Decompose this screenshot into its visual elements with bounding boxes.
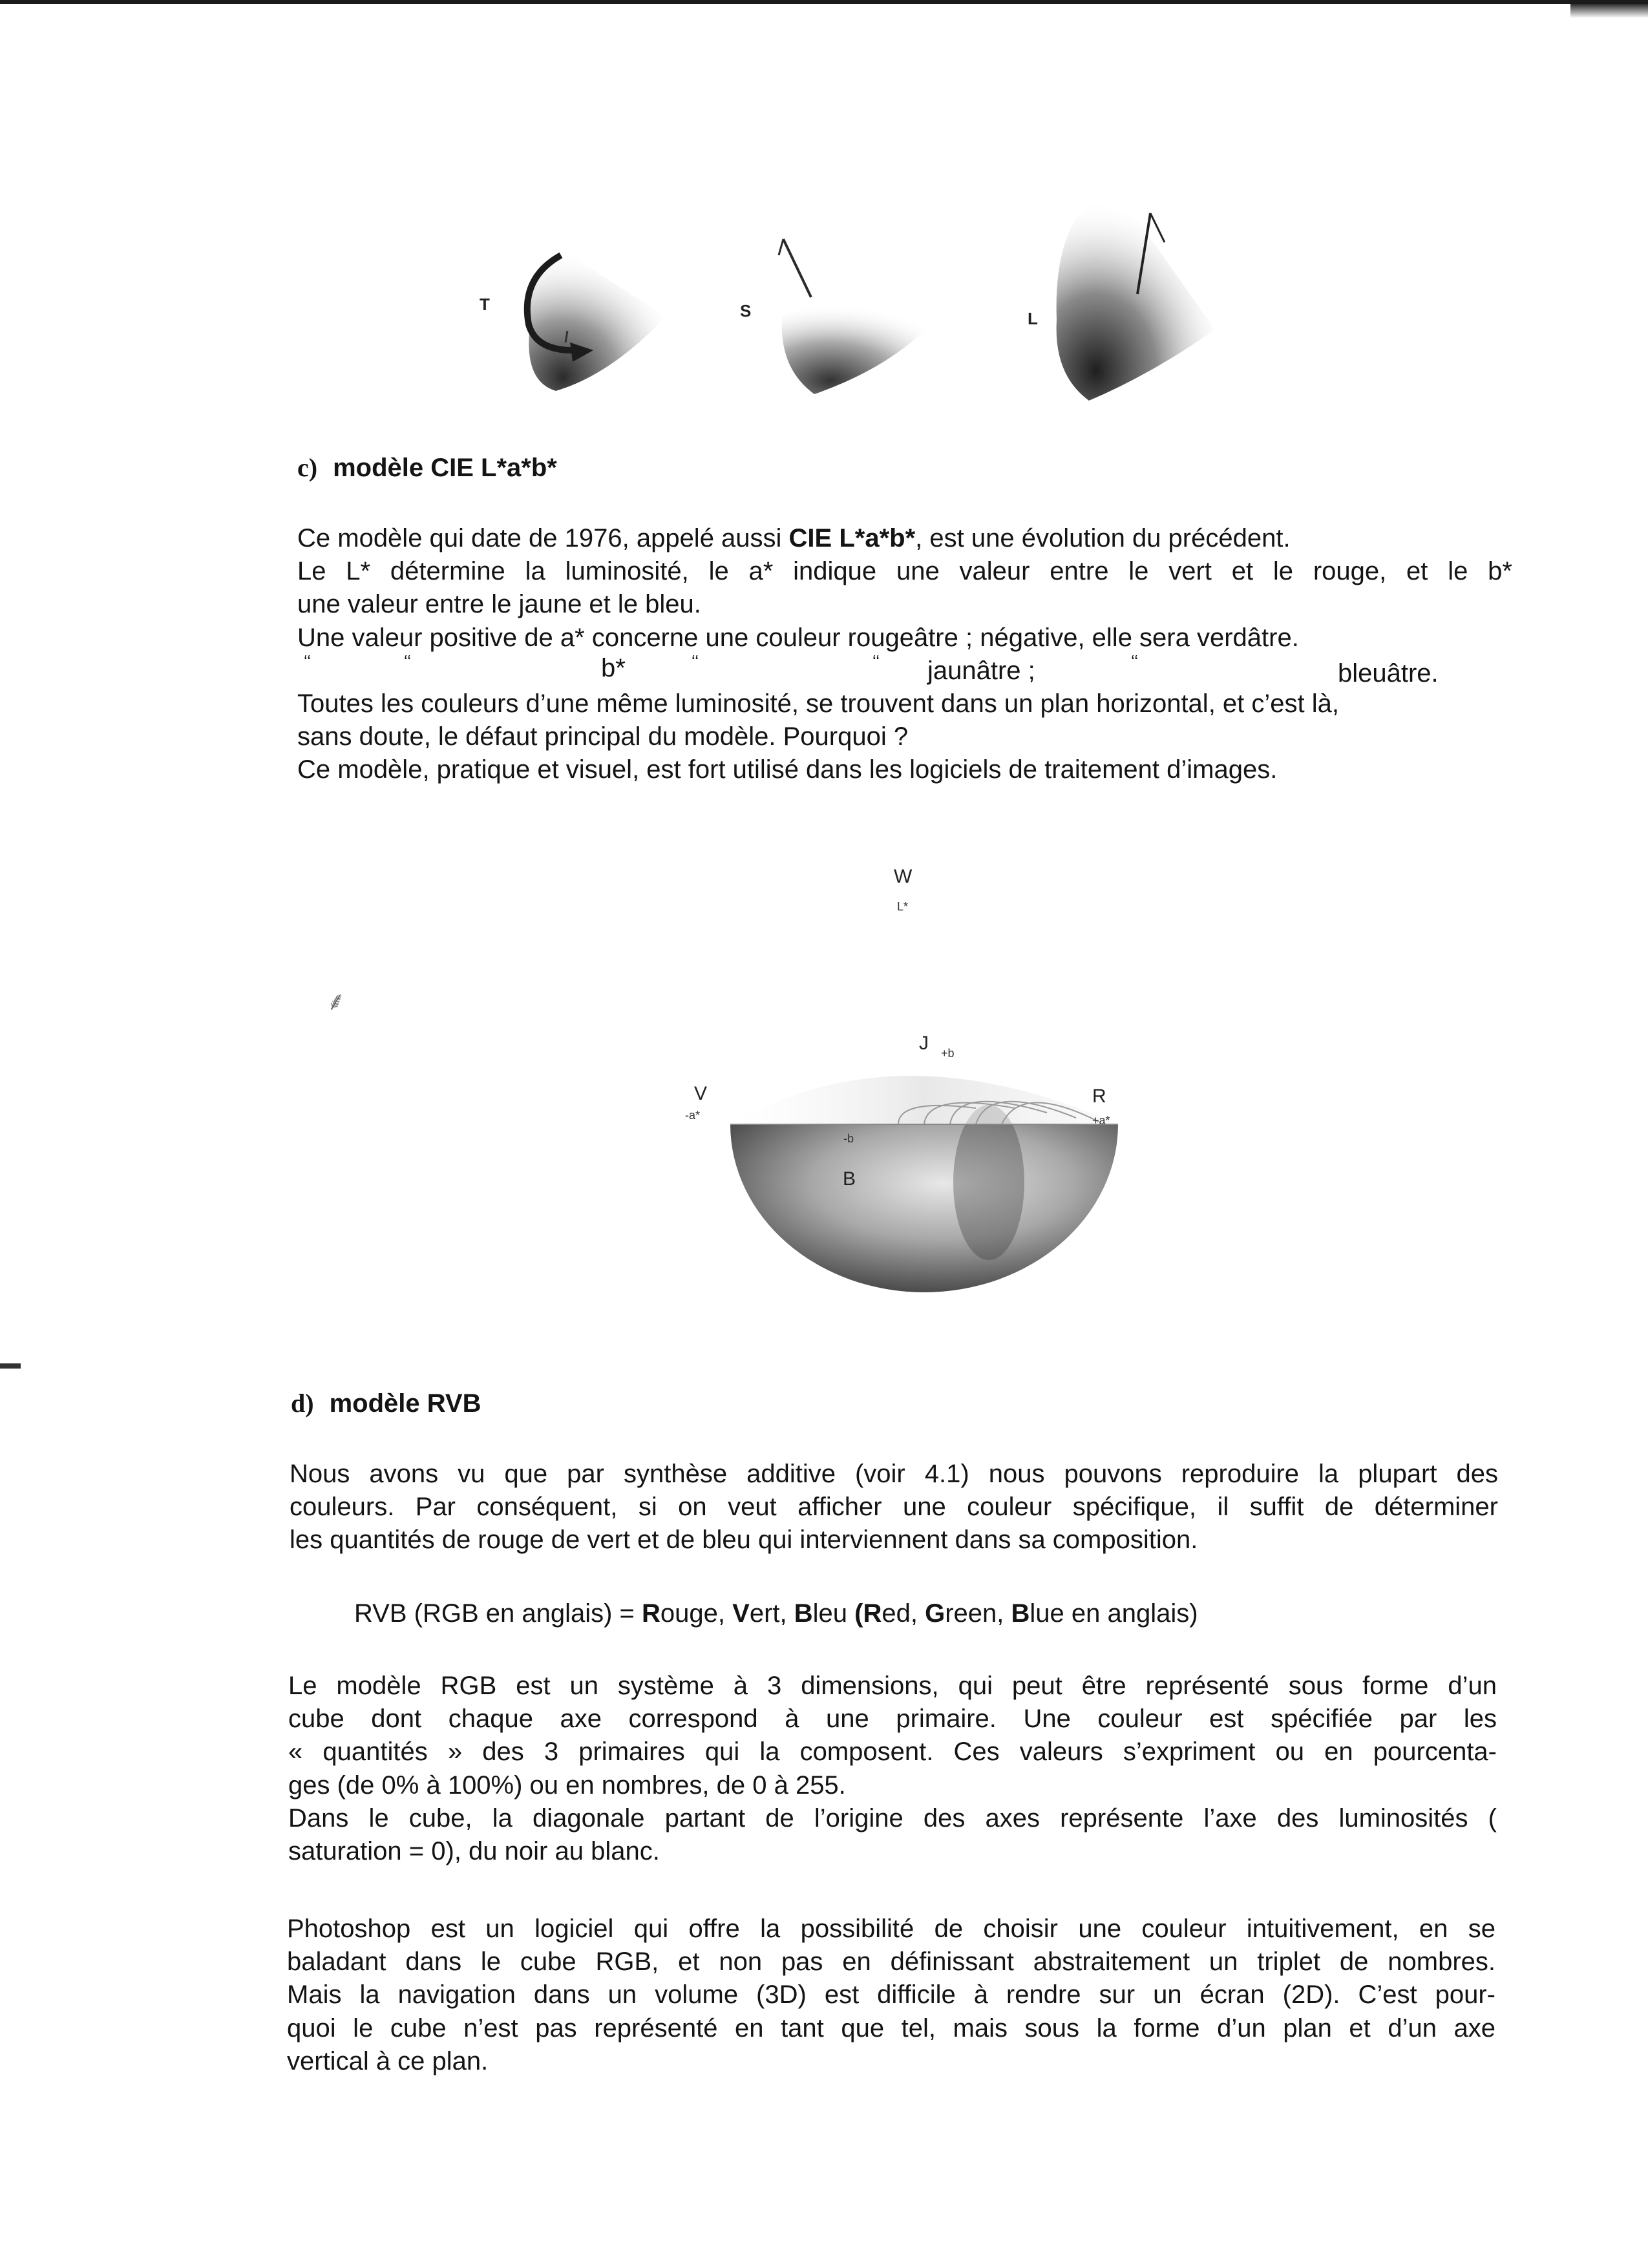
section-d-title: modèle RVB bbox=[329, 1389, 481, 1418]
lab-top-cap bbox=[730, 1076, 1118, 1124]
section-c-heading bbox=[297, 452, 557, 483]
lab-hemisphere bbox=[730, 1124, 1118, 1292]
hsl-label-s: S bbox=[740, 301, 752, 320]
hsl-label-t: T bbox=[480, 295, 490, 314]
section-c-p1: Ce modèle qui date de 1976, appelé aussi CIE L*a*b*, est une évolution du précédent. bbox=[297, 524, 1291, 552]
lab-label-minus-a: -a* bbox=[685, 1109, 701, 1122]
saturation-arrow-tip bbox=[779, 239, 783, 255]
hsl-wedge-l bbox=[1057, 200, 1215, 401]
section-d-letter: d) bbox=[291, 1389, 314, 1418]
hsl-wedge-s bbox=[782, 304, 944, 394]
section-c-p6: Ce modèle, pratique et visuel, est fort utilisé dans les logiciels de traitement d’images. bbox=[297, 755, 1278, 784]
scan-mark: ⸙ bbox=[326, 987, 346, 1016]
lab-label-l-star: L* bbox=[897, 900, 909, 913]
hsl-wedge-t bbox=[529, 251, 666, 391]
lab-label-r: R bbox=[1092, 1086, 1106, 1107]
lab-label-v: V bbox=[694, 1083, 708, 1104]
cie-lab-bold: CIE L*a*b* bbox=[788, 524, 916, 552]
hsl-label-l: L bbox=[1028, 309, 1038, 328]
lab-dark-band bbox=[953, 1105, 1024, 1260]
saturation-arrow-icon bbox=[783, 239, 811, 297]
scan-corner-shadow bbox=[1570, 4, 1648, 18]
lab-sphere-figure bbox=[704, 969, 1157, 1305]
rvb-definition: RVB (RGB en anglais) = Rouge, Vert, Bleu (Red, Green, Blue en anglais) bbox=[354, 1599, 1198, 1628]
lab-label-minus-b: -b bbox=[843, 1132, 854, 1145]
section-c-p3: Une valeur positive de a* concerne une couleur rougeâtre ; négative, elle sera verdâtre. bbox=[297, 623, 1299, 652]
section-c-p5-line1: Toutes les couleurs d’une même luminosité, se trouvent dans un plan horizontal, et c’est là, bbox=[297, 689, 1339, 718]
section-c-body bbox=[297, 522, 1512, 786]
section-d-p1: Nous avons vu que par synthèse additive (voir 4.1) nous pouvons reproduire la plupart des couleurs. Par conséquent, si on veut afficher une couleur spécifique, il suffit de déterminer les quantités de rouge de vert et de bleu qui interviennent dans sa composition. bbox=[290, 1460, 1498, 1555]
section-c-p2-line1: Le L* détermine la luminosité, le a* indique une valeur entre le vert et le rouge, et le b* bbox=[297, 557, 1512, 586]
section-d-p3-line1: Dans le cube, la diagonale partant de l’origine des axes représente l’axe des luminosités ( bbox=[288, 1803, 1497, 1832]
section-c-p2-line2: une valeur entre le jaune et le bleu. bbox=[297, 590, 701, 619]
section-d-heading bbox=[291, 1388, 481, 1418]
section-c-p5-line2: sans doute, le défaut principal du modèle. Pourquoi ? bbox=[297, 722, 909, 751]
lab-label-b: B bbox=[843, 1168, 856, 1190]
section-c-title: modèle CIE L*a*b* bbox=[333, 454, 557, 482]
section-c-p4: ‘‘ ‘‘ b* ‘‘ ‘‘ jaunâtre ; ‘‘ bleuâtre. bbox=[304, 651, 1439, 688]
lab-label-j: J bbox=[919, 1033, 929, 1054]
section-d-p3-line2: saturation = 0), du noir au blanc. bbox=[288, 1836, 660, 1865]
section-c-letter: c) bbox=[297, 453, 318, 482]
scan-top-edge bbox=[0, 0, 1648, 4]
lab-label-plus-b: +b bbox=[941, 1047, 955, 1060]
lightness-arrow-tip bbox=[1150, 213, 1165, 242]
hsl-figure bbox=[452, 181, 1280, 452]
binding-mark bbox=[0, 1363, 21, 1369]
lab-label-plus-a: +a* bbox=[1092, 1114, 1110, 1127]
section-d-p2: Le modèle RGB est un système à 3 dimensions, qui peut être représenté sous forme d’un cube dont chaque axe correspond à une primaire. Une couleur est spécifiée par les « quantités » des 3 primaires qui la composent. Ces valeurs s’expriment ou en pourcenta- ges (de 0% à 100%) ou en nombres, de 0 à 255. Dans le cube, la diagonale partant de l’origine des axes représente l’axe des luminosités ( saturation = 0), du noir au blanc. bbox=[288, 1670, 1497, 1868]
lab-label-w: W bbox=[894, 866, 913, 887]
section-d-p4: Photoshop est un logiciel qui offre la possibilité de choisir une couleur intuitivement, en se baladant dans le cube RGB, et non pas en définissant abstraitement un triplet de nombres. Mais la navigation dans un volume (3D) est difficile à rendre sur un écran (2D). C’est pour- quoi le cube n’est pas représenté en tant que tel, mais sous la forme d’un plan et d’un axe vertical à ce plan. bbox=[287, 1915, 1495, 2075]
